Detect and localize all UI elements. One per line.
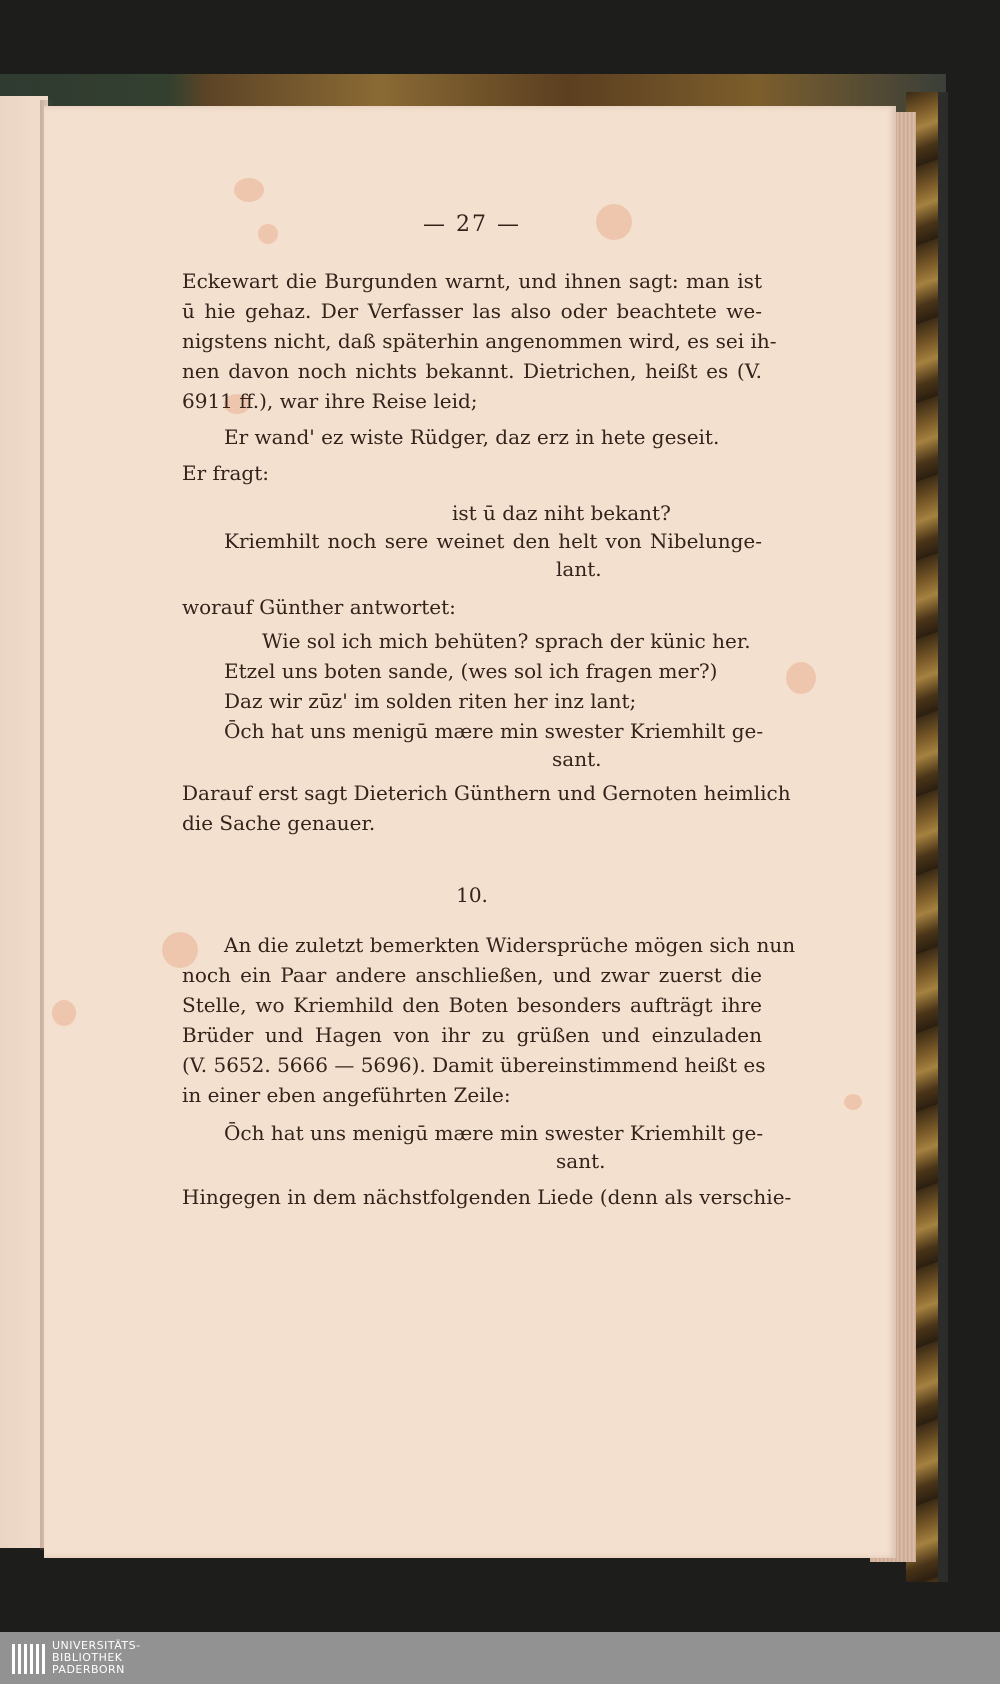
logo-text-line: BIBLIOTHEK bbox=[52, 1651, 123, 1664]
text-line: noch ein Paar andere anschließen, und zwar zuerst die bbox=[182, 963, 762, 987]
verse-line: Etzel uns boten sande, (wes sol ich fragen mer?) bbox=[224, 659, 718, 683]
verse-line: Ōch hat uns menigū mære min swester Kriemhilt ge- bbox=[224, 1121, 764, 1145]
text-line: Eckewart die Burgunden warnt, und ihnen sagt: man ist bbox=[182, 269, 762, 293]
text-line: (V. 5652. 5666 — 5696). Damit übereinstimmend heißt es bbox=[182, 1053, 766, 1077]
verse-line: Wie sol ich mich behüten? sprach der künic her. bbox=[262, 629, 751, 653]
library-footer-bar bbox=[0, 1632, 1000, 1684]
book-spine-edge bbox=[938, 92, 948, 1582]
book-page bbox=[44, 106, 896, 1558]
text-line: in einer eben angeführten Zeile: bbox=[182, 1083, 511, 1107]
foxing-stain bbox=[234, 178, 264, 202]
text-line: 6911 ff.), war ihre Reise leid; bbox=[182, 389, 478, 413]
text-line: nigstens nicht, daß späterhin angenommen wird, es sei ih- bbox=[182, 329, 777, 353]
text-line: Er fragt: bbox=[182, 461, 269, 485]
text-line: Brüder und Hagen von ihr zu grüßen und einzuladen bbox=[182, 1023, 762, 1047]
verse-line: Daz wir zūz' im solden riten her inz lant; bbox=[224, 689, 637, 713]
verse-line: lant. bbox=[556, 557, 602, 581]
verse-line: sant. bbox=[552, 747, 602, 771]
verse-line: ist ū daz niht bekant? bbox=[452, 501, 671, 525]
text-line: Stelle, wo Kriemhild den Boten besonders aufträgt ihre bbox=[182, 993, 762, 1017]
logo-text-line: PADERBORN bbox=[52, 1663, 125, 1676]
text-line: Darauf erst sagt Dieterich Günthern und Gernoten heimlich bbox=[182, 781, 791, 805]
logo-text-line: UNIVERSITÄTS- bbox=[52, 1639, 141, 1652]
library-logo-icon bbox=[10, 1642, 48, 1676]
text-line: ū hie gehaz. Der Verfasser las also oder beachtete we- bbox=[182, 299, 762, 323]
section-number: 10. bbox=[456, 883, 488, 907]
foxing-stain bbox=[786, 662, 816, 694]
verse-line: sant. bbox=[556, 1149, 606, 1173]
text-line: Hingegen in dem nächstfolgenden Liede (denn als verschie- bbox=[182, 1185, 792, 1209]
text-line: worauf Günther antwortet: bbox=[182, 595, 456, 619]
verse-line: Ōch hat uns menigū mære min swester Kriemhilt ge- bbox=[224, 719, 764, 743]
text-line: nen davon noch nichts bekannt. Dietrichen, heißt es (V. bbox=[182, 359, 762, 383]
page-number: — 27 — bbox=[423, 212, 521, 237]
verse-line: Er wand' ez wiste Rüdger, daz erz in hete geseit. bbox=[224, 425, 720, 449]
text-line: die Sache genauer. bbox=[182, 811, 376, 835]
library-logo-text bbox=[52, 1640, 141, 1676]
foxing-stain bbox=[52, 1000, 76, 1026]
text-line: An die zuletzt bemerkten Widersprüche mögen sich nun bbox=[224, 933, 796, 957]
foxing-stain bbox=[844, 1094, 862, 1110]
verse-line: Kriemhilt noch sere weinet den helt von Nibelunge- bbox=[224, 529, 762, 553]
